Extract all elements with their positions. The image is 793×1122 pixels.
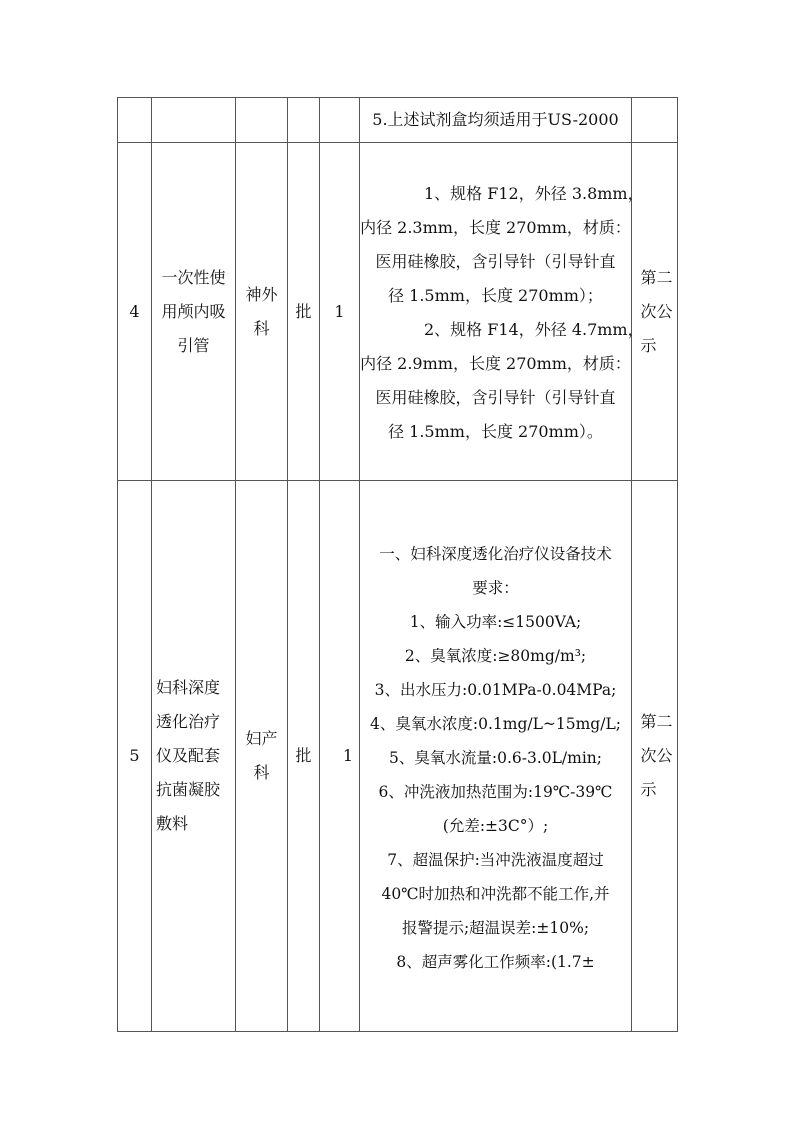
spec-line: 一、妇科深度透化治疗仪设备技术 [379, 545, 612, 563]
procurement-spec-table [117, 97, 678, 1032]
spec-line: 40℃时加热和冲洗都不能工作,并 [381, 885, 610, 903]
note-line: 第二 [640, 267, 673, 287]
department-cell [236, 98, 288, 143]
spec-line: 5.上述试剂盒均须适用于US-2000 [372, 110, 619, 129]
row-number-cell: 5 [118, 481, 152, 1032]
item-name-line: 引管 [177, 335, 210, 355]
unit-cell [288, 98, 320, 143]
table-row [118, 481, 678, 1032]
quantity-cell: 1 [320, 143, 360, 481]
item-name-line: 用颅内吸 [161, 301, 226, 321]
spec-line: (允差:±3C°）; [442, 817, 549, 835]
note-line: 次公 [640, 301, 673, 321]
spec-line: 医用硅橡胶，含引导针（引导针直 [375, 387, 616, 407]
spec-line: 医用硅橡胶，含引导针（引导针直 [375, 251, 616, 271]
spec-line: 2、臭氧浓度:≥80mg/m³; [404, 647, 587, 665]
spec-cell [360, 143, 644, 481]
department-line: 科 [253, 763, 270, 782]
row-number-cell: 4 [118, 143, 152, 481]
department-cell [236, 481, 288, 1032]
item-name-line: 透化治疗 [156, 712, 221, 731]
item-name-line: 抗菌凝胶 [156, 780, 221, 799]
spec-line: 内径 2.9mm，长度 270mm，材质： [360, 353, 631, 373]
spec-line: 要求： [472, 579, 519, 597]
note-line: 次公 [640, 746, 673, 765]
spec-cell [360, 481, 632, 1032]
item-name-cell [152, 481, 236, 1032]
item-name-line: 妇科深度 [156, 678, 221, 697]
row-number-cell [118, 98, 152, 143]
spec-line: 径 1.5mm，长度 270mm）； [388, 285, 603, 305]
department-line: 神外 [245, 284, 278, 304]
item-name-line: 一次性使 [161, 267, 226, 287]
department-line: 妇产 [245, 729, 278, 748]
spec-line: 1、规格 F12，外径 3.8mm， [424, 183, 644, 203]
item-name-line: 仪及配套 [156, 746, 221, 765]
spec-line: 报警提示;超温误差:±10%; [401, 919, 590, 937]
quantity-cell [320, 98, 360, 143]
spec-line: 5、臭氧水流量:0.6-3.0L/min; [389, 749, 602, 767]
table-row [118, 143, 678, 481]
unit-cell: 批 [288, 481, 320, 1032]
department-cell [236, 143, 288, 481]
item-name-line: 敷料 [156, 814, 189, 833]
note-line: 第二 [640, 712, 673, 731]
note-cell [632, 481, 678, 1032]
spec-line: 3、出水压力:0.01MPa-0.04MPa; [374, 681, 617, 699]
spec-line: 内径 2.3mm，长度 270mm，材质： [360, 217, 631, 237]
spec-line: 4、臭氧水浓度:0.1mg/L~15mg/L; [370, 715, 621, 733]
spec-line: 1、输入功率:≤1500VA; [409, 613, 582, 631]
note-cell [632, 98, 678, 143]
spec-line: 径 1.5mm，长度 270mm）。 [388, 421, 603, 441]
quantity-cell: 1 [320, 481, 360, 1032]
department-line: 科 [253, 318, 270, 338]
note-line: 示 [640, 335, 657, 355]
procurement-table-page [117, 97, 677, 1032]
table-row [118, 98, 678, 143]
spec-line: 8、超声雾化工作频率:(1.7± [396, 953, 595, 971]
spec-line: 6、冲洗液加热范围为:19℃-39℃ [378, 783, 613, 801]
spec-cell [360, 98, 632, 143]
unit-cell: 批 [288, 143, 320, 481]
item-name-cell [152, 98, 236, 143]
item-name-cell [152, 143, 236, 481]
spec-line: 7、超温保护:当冲洗液温度超过 [387, 851, 604, 869]
note-line: 示 [640, 780, 657, 799]
spec-line: 2、规格 F14，外径 4.7mm， [424, 319, 644, 339]
